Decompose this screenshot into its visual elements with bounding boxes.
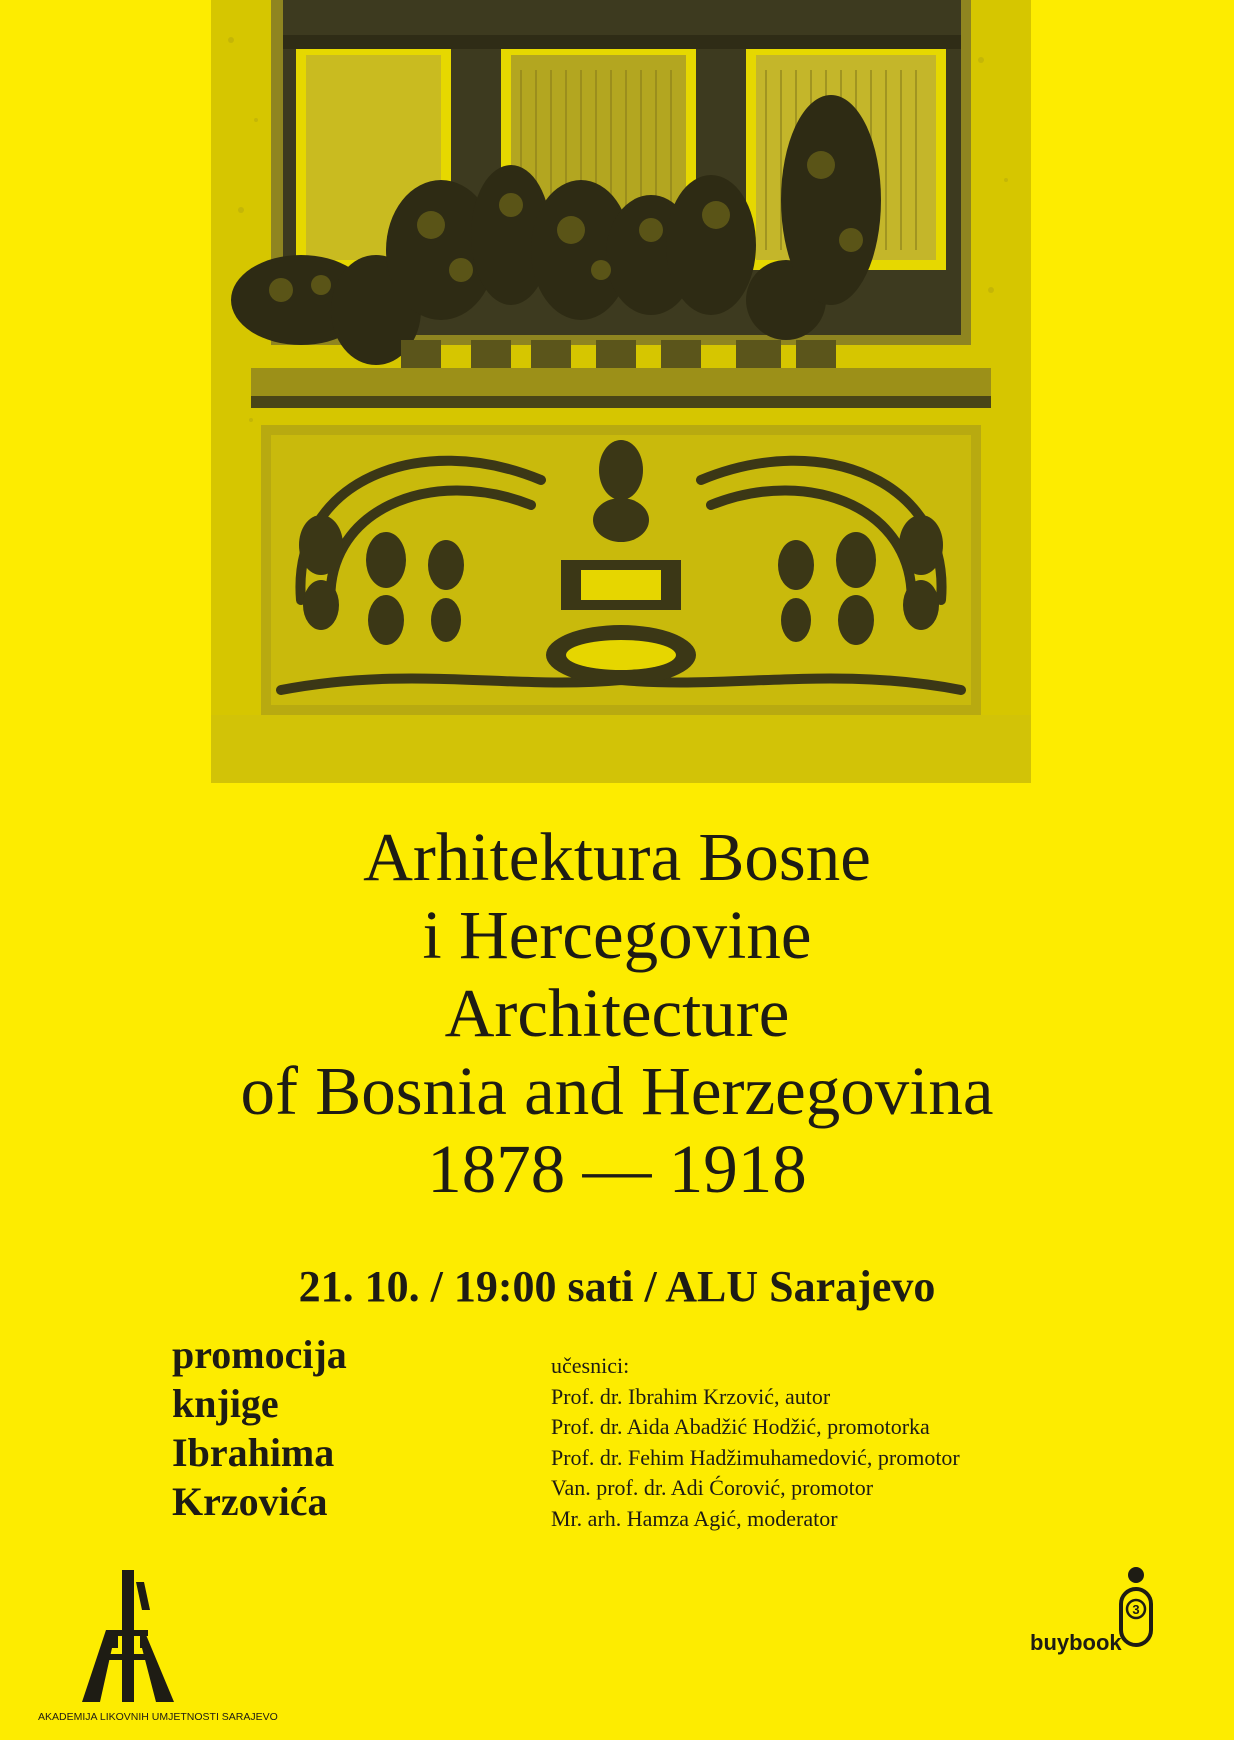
promotion-line: knjige xyxy=(172,1381,279,1426)
window-balcony-photo xyxy=(211,0,1031,783)
buybook-logo-icon xyxy=(1118,1565,1154,1652)
participants-heading: učesnici: xyxy=(551,1353,630,1378)
participants-list xyxy=(551,1351,960,1534)
participant: Prof. dr. Aida Abadžić Hodžić, promotorka xyxy=(551,1414,930,1439)
event-details: 21. 10. / 19:00 sati / ALU Sarajevo xyxy=(298,1262,936,1311)
participant: Prof. dr. Ibrahim Krzović, autor xyxy=(551,1383,831,1409)
buybook-digit: 3 xyxy=(1132,1602,1140,1617)
promotion-text xyxy=(172,1330,347,1526)
title-line-3: Architecture xyxy=(444,975,790,1051)
promotion-line: Krzovića xyxy=(172,1479,328,1524)
title-line-4: of Bosnia and Herzegovina xyxy=(240,1053,994,1129)
title-line-5: 1878 — 1918 xyxy=(427,1131,807,1207)
participant: Mr. arh. Hamza Agić, moderator xyxy=(551,1505,838,1531)
participant: Van. prof. dr. Adi Ćorović, promotor xyxy=(551,1475,874,1500)
title-line-2: i Hercegovine xyxy=(422,897,812,973)
book-title xyxy=(0,818,1234,1208)
promotion-line: Ibrahima xyxy=(172,1430,335,1475)
alu-logo-icon xyxy=(78,1570,178,1707)
buybook-label: buybook xyxy=(1030,1630,1122,1655)
promotion-line: promocija xyxy=(172,1332,347,1377)
alu-caption: AKADEMIJA LIKOVNIH UMJETNOSTI SARAJEVO xyxy=(38,1711,278,1723)
title-line-1: Arhitektura Bosne xyxy=(363,819,871,895)
participant: Prof. dr. Fehim Hadžimuhamedović, promotor xyxy=(551,1444,960,1470)
